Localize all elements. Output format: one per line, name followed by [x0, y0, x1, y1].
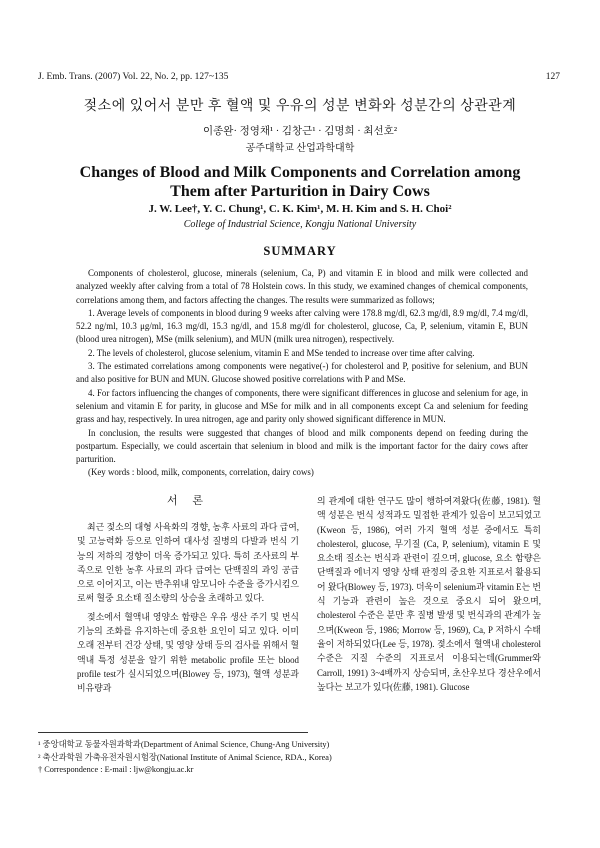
introduction-heading: 서 론 — [166, 495, 209, 507]
footnote-affiliation-1: ¹ 중앙대학교 동물자원과학과(Department of Animal Science, Chung-Ang University) — [38, 740, 330, 749]
introduction-right-column — [317, 494, 541, 694]
english-title-line-1: Changes of Blood and Milk Components and Correlation among — [79, 164, 521, 181]
english-title-line-2: Them after Parturition in Dairy Cows — [170, 183, 430, 200]
summary-body — [76, 267, 528, 480]
page-number: 127 — [545, 72, 560, 82]
introduction-left-column — [77, 494, 299, 696]
introduction-paragraph: 최근 젖소의 대형 사육화의 경향, 농후 사료의 과다 급여, 및 고능력화 등으로 인하여 대사성 질병의 다발과 번식 기능의 저하의 경향이 더욱 증가되고 있다. 특히 조사료의 부족으로 인한 농후 사료의 과다 급여는 단백질의 과잉 공급으로 이어지고, 이는 반추위내 암모니아 수준을 증가시킴으로써 혈중 요소태 질소량의 상승을 초래하고 있다. — [77, 522, 299, 604]
korean-title: 젖소에 있어서 분만 후 혈액 및 우유의 성분 변화와 성분간의 상관관계 — [83, 99, 517, 114]
summary-heading: SUMMARY — [263, 244, 337, 258]
english-title — [0, 163, 600, 201]
keywords: (Key words : blood, milk, components, correlation, dairy cows) — [88, 467, 314, 478]
summary-paragraph: Components of cholesterol, glucose, minerals (selenium, Ca, P) and vitamin E in blood and milk were collected and analyzed weekly after calving from a total of 78 Holstein cows. In this study, we examined changes of chemical components, correlations among them, and factors affecting the changes. The results were summarized as follows; — [76, 268, 528, 305]
korean-authors: 이종완· 정영채¹ · 김창근¹ · 김명희 · 최선호² — [203, 126, 397, 137]
journal-citation: J. Emb. Trans. (2007) Vol. 22, No. 2, pp. 127~135 — [38, 72, 229, 82]
footnotes — [38, 739, 558, 777]
english-authors: J. W. Lee†, Y. C. Chung¹, C. K. Kim¹, M. H. Kim and S. H. Choi² — [148, 203, 452, 215]
footnote-rule — [38, 732, 308, 733]
korean-affiliation: 공주대학교 산업과학대학 — [245, 143, 355, 154]
introduction-paragraph: 젖소에서 혈액내 영양소 함량은 우유 생산 주기 및 번식 기능의 조화를 유지하는데 중요한 요인이 되고 있다. 이미 오래 전부터 건강 상태, 및 영양 상태 등의 검사를 위해서 혈액내 특정 성분을 알기 위한 metabolic profile 또는 blood profile test가 실시되었으며(Blowey 등, 1973), 혈액 성분과 비유량과 — [77, 611, 299, 694]
footnote-affiliation-2: ² 축산과학원 가축유전자원시험장(National Institute of Animal Science, RDA., Korea) — [38, 752, 332, 762]
summary-paragraph: 1. Average levels of components in blood during 9 weeks after calving were 178.8 mg/dl, 62.3 mg/dl, 8.9 mg/dl, 7.4 mg/dl, 52.2 ng/ml, 10.3 μg/ml, 16.3 mg/dl, 15.3 ng/dl, and 15.8 mg/dl for cholesterol, glucose, Ca, P, selenium, vitamin E, BUN (blood urea nitrogen), MSe (milk selenium), and MUN (milk urea nitrogen), respectively. — [76, 307, 528, 345]
english-affiliation: College of Industrial Science, Kongju National University — [183, 219, 417, 230]
summary-paragraph: 2. The levels of cholesterol, glucose selenium, vitamin E and MSe tended to increase over time after calving. — [88, 347, 475, 358]
summary-paragraph: 4. For factors influencing the changes of components, there were significant differences in glucose and selenium for age, in selenium and vitamin E for parity, in glucose and MSe for milk and in all components except Ca and selenium for feeding grass and hay, respectively. In urea nitrogen, age and parity only showed significant difference in MUN. — [76, 387, 528, 425]
footnote-correspondence: † Correspondence : E-mail : ljw@kongju.ac.kr — [38, 765, 194, 774]
introduction-paragraph: 의 관계에 대한 연구도 많이 행하여져왔다(佐藤, 1981). 혈액 성분은 번식 성적과도 밀접한 관계가 있음이 보고되었고(Kweon 등, 1986), 여러 가지 혈액 성분 중에서도 특히 cholesterol, glucose, 무기질 (Ca, P, selenium), vitamin E 및 요소태 질소는 번식과 관련이 깊으며, glucose, 요소 함량은 단백질과 에너지 영양 상태 판정의 중요한 지표로서 활용되어 왔다(Blowey 등, 1973). 더욱이 selenium과 vitamin E는 번식 기능과 관련이 높은 것으로 중요시 되어 왔으며, cholesterol 수준은 분만 후 질병 발생 및 번식과의 관계가 높으며(Kweon 등, 1986; Morrow 등, 1969), Ca, P 저하시 수태율이 저하되었다(Lee 등, 1978). 젖소에서 혈액내 cholesterol 수준은 지질 수준의 지표로서 이용되는데(Grummer와 Carroll, 1991) 3~4배까지 상승되며, 초산우보다 경산우에서 높다는 보고가 있다(佐藤, 1981). Glucose — [317, 496, 541, 692]
summary-paragraph: 3. The estimated correlations among components were negative(-) for cholesterol and P, positive for selenium, and BUN and also positive for BUN and MUN. Glucose showed positive correlations with P and MSe. — [76, 361, 528, 385]
summary-paragraph: In conclusion, the results were suggested that changes of blood and milk components depend on feeding during the postpartum. Especially, we could ascertain that selenium in blood and milk is the important factor for the dairy cows after parturition. — [76, 427, 528, 465]
